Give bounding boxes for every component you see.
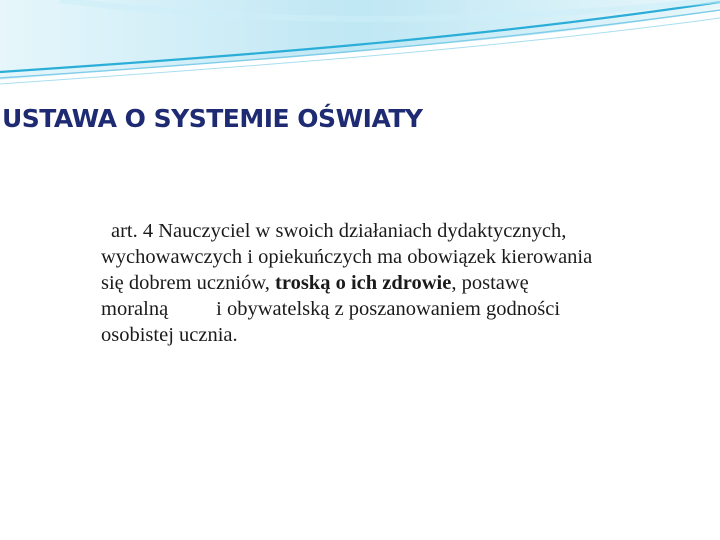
text-segment: moralną	[101, 298, 169, 320]
text-segment: się dobrem uczniów,	[101, 272, 276, 294]
emphasized-text: troską o ich zdrowie	[275, 272, 452, 294]
slide-title: USTAWA O SYSTEMIE OŚWIATY	[2, 104, 423, 133]
text-segment: , postawę	[451, 272, 529, 294]
text-segment: i obywatelską z poszanowaniem godności	[216, 298, 561, 320]
decorative-wave-banner	[0, 0, 720, 90]
text-line	[101, 270, 713, 296]
article-text	[101, 218, 713, 348]
text-line: wychowawczych i opiekuńczych ma obowiązek kierowania	[101, 246, 593, 268]
text-line: osobistej ucznia.	[101, 324, 238, 346]
text-line: art. 4 Nauczyciel w swoich działaniach dydaktycznych,	[111, 220, 567, 242]
text-line	[101, 296, 713, 322]
